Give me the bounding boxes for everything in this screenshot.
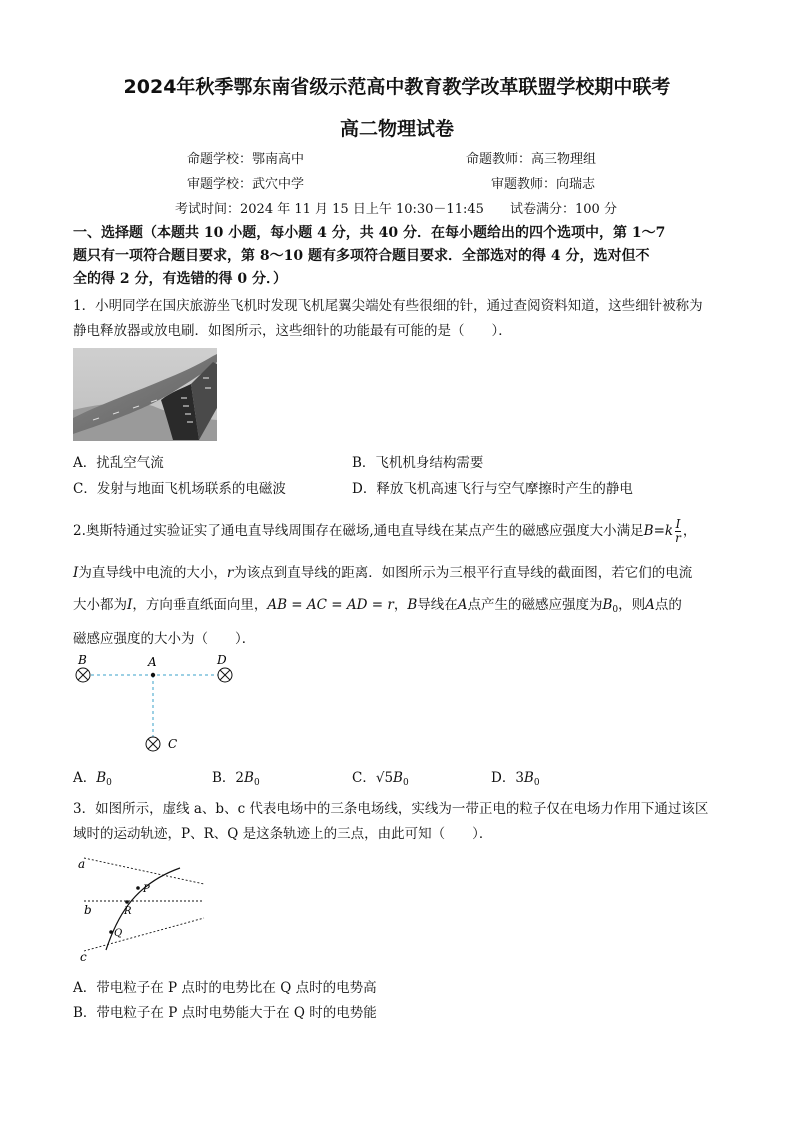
q3-option-b: B．带电粒子在 P 点时电势能大于在 Q 时的电势能 xyxy=(73,1005,377,1021)
q1-stem-line1: 1．小明同学在国庆旅游坐飞机时发现飞机尾翼尖端处有些很细的针，通过查阅资料知道，这些细针被称为 xyxy=(73,298,703,314)
q2-stem-line1 xyxy=(73,514,696,548)
point-q-label: Q xyxy=(114,928,123,939)
q2-option-b: B．$2B_0$ xyxy=(212,770,260,788)
label-d: D xyxy=(217,653,227,667)
q1-option-d: D．释放飞机高速飞行与空气摩擦时产生的静电 xyxy=(352,481,633,497)
formula-eq: = xyxy=(653,523,665,539)
section-heading-line1: 一、选择题（本题共 10 小题，每小题 4 分，共 40 分．在每小题给出的四个选项中，第 1～7 xyxy=(73,225,666,241)
fraction-denominator: r xyxy=(675,530,681,545)
q2-option-a: A．$B_0$ xyxy=(73,770,112,788)
formula-k: k xyxy=(664,523,674,539)
q2-line1-end: ， xyxy=(682,523,697,539)
exam-title: 2024年秋季鄂东南省级示范高中教育教学改革联盟学校期中联考 xyxy=(123,76,671,98)
q1-stem-line2: 静电释放器或放电刷．如图所示，这些细针的功能最有可能的是（ ）． xyxy=(73,323,512,339)
q2-option-c: C．$√5B_0$ xyxy=(352,770,409,788)
q2-stem-line3: 大小都为I，方向垂直纸面向里，AB = AC = AD = r，B导线在A点产生的磁感应强度为$B_0$，则A点的 xyxy=(73,597,682,615)
review-school: 审题学校：武穴中学 xyxy=(187,177,305,192)
label-b: B xyxy=(78,653,87,667)
exam-time: 考试时间：2024 年 11 月 15 日上午 10:30－11:45 xyxy=(175,202,484,217)
exam-subtitle: 高二物理试卷 xyxy=(339,118,454,140)
point-r-label: R xyxy=(124,906,132,917)
wire-d-icon xyxy=(218,668,232,682)
formula-b: B xyxy=(643,523,654,539)
section-heading-line2: 题只有一项符合题目要求，第 8～10 题有多项符合题目要求．全部选对的得 4 分，选对但不 xyxy=(73,248,650,264)
wire-b-icon xyxy=(76,668,90,682)
review-teacher: 审题教师：向瑞志 xyxy=(491,177,596,192)
wire-c-icon xyxy=(146,737,160,751)
q2-option-d: D．$3B_0$ xyxy=(491,770,540,788)
q3-option-a: A．带电粒子在 P 点时的电势比在 Q 点时的电势高 xyxy=(73,980,377,996)
field-line-a-label: a xyxy=(78,857,86,871)
q2-stem-line4: 磁感应强度的大小为（ ）． xyxy=(73,631,256,647)
formula-fraction xyxy=(675,518,681,545)
label-c: C xyxy=(168,737,178,751)
q2-stem-line2: I为直导线中电流的大小，r为该点到直导线的距离．如图所示为三根平行直导线的截面图，若它们的电流 xyxy=(73,565,693,581)
label-a: A xyxy=(148,655,157,669)
section-heading-line3: 全的得 2 分，有选错的得 0 分．） xyxy=(73,271,287,287)
field-line-c-label: c xyxy=(80,950,87,962)
q1-option-a: A．扰乱空气流 xyxy=(73,455,164,471)
point-p-label: P xyxy=(143,884,150,895)
full-score: 试卷满分：100 分 xyxy=(510,202,617,217)
q1-option-c: C．发射与地面飞机场联系的电磁波 xyxy=(73,481,286,497)
electric-field-diagram xyxy=(72,850,212,962)
airplane-wing-photo xyxy=(73,348,217,441)
wire-cross-section-diagram xyxy=(70,652,240,754)
fraction-numerator: I xyxy=(675,516,681,531)
field-line-b-label: b xyxy=(84,903,92,917)
q3-stem-line1: 3．如图所示，虚线 a、b、c 代表电场中的三条电场线，实线为一带正电的粒子仅在电场力作用下通过该区 xyxy=(73,801,709,817)
q1-option-b: B．飞机机身结构需要 xyxy=(352,455,484,471)
proposing-teacher: 命题教师：高三物理组 xyxy=(466,152,597,167)
q3-stem-line2: 域时的运动轨迹，P、R、Q 是这条轨迹上的三点，由此可知（ ）． xyxy=(73,826,493,842)
q2-line1-text: 2.奥斯特通过实验证实了通电直导线周围存在磁场,通电直导线在某点产生的磁感应强度大小满足 xyxy=(73,523,644,539)
proposing-school: 命题学校：鄂南高中 xyxy=(187,152,305,167)
